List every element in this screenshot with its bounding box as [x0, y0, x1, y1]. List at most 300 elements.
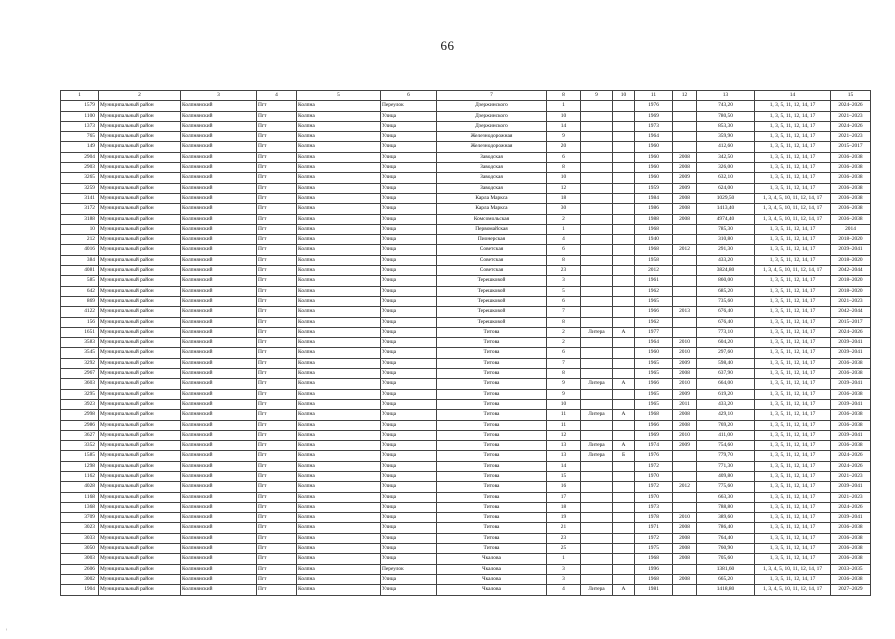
table-cell: 2036–2038: [831, 173, 871, 183]
table-cell: 1651: [61, 327, 99, 337]
table-cell: Улица: [381, 369, 437, 379]
table-cell: Титова: [437, 513, 547, 523]
table-cell: Титова: [437, 544, 547, 554]
table-cell: 2013: [673, 307, 697, 317]
table-cell: 1960: [635, 152, 673, 162]
table-cell: 1, 3, 5, 11, 12, 14, 17: [755, 513, 831, 523]
table-cell: 2021–2023: [831, 471, 871, 481]
table-cell: 2039–2041: [831, 430, 871, 440]
table-cell: 585: [61, 276, 99, 286]
table-cell: 2015–2017: [831, 142, 871, 152]
table-cell: 310,80: [697, 235, 755, 245]
table-cell: Титова: [437, 461, 547, 471]
table-cell: Терешковой: [437, 296, 547, 306]
table-cell: 598,40: [697, 358, 755, 368]
table-cell: Муниципальный район: [99, 451, 181, 461]
table-cell: [581, 554, 613, 564]
page-number: 66: [440, 38, 455, 53]
table-cell: 1, 3, 5, 11, 12, 14, 17: [755, 533, 831, 543]
table-cell: 6: [547, 245, 581, 255]
table-cell: Колпна: [297, 554, 381, 564]
table-cell: Титова: [437, 502, 547, 512]
table-cell: 1966: [635, 379, 673, 389]
table-cell: 1, 3, 5, 11, 12, 14, 17: [755, 317, 831, 327]
table-cell: [613, 492, 635, 502]
table-cell: [673, 317, 697, 327]
table-cell: Колпна: [297, 389, 381, 399]
table-cell: Колпна: [297, 317, 381, 327]
table-cell: Улица: [381, 502, 437, 512]
table-cell: 1, 3, 5, 11, 12, 14, 17: [755, 255, 831, 265]
table-cell: [613, 152, 635, 162]
table-row: [61, 451, 871, 461]
table-cell: 1373: [61, 121, 99, 131]
table-cell: Пгт: [257, 358, 297, 368]
table-cell: Титова: [437, 451, 547, 461]
table-cell: 769,20: [697, 420, 755, 430]
table-cell: Пгт: [257, 502, 297, 512]
table-cell: 3003: [61, 554, 99, 564]
table-cell: Муниципальный район: [99, 101, 181, 111]
table-cell: 8: [547, 163, 581, 173]
table-cell: Колпнянский: [181, 101, 257, 111]
table-cell: 2015–2017: [831, 317, 871, 327]
table-cell: Пгт: [257, 544, 297, 554]
table-cell: [581, 183, 613, 193]
table-cell: [673, 327, 697, 337]
table-cell: 2903: [61, 163, 99, 173]
table-cell: Улица: [381, 338, 437, 348]
table-cell: [613, 317, 635, 327]
table-cell: 25: [547, 544, 581, 554]
table-cell: [613, 132, 635, 142]
table-cell: [581, 286, 613, 296]
table-cell: 1298: [61, 461, 99, 471]
table-cell: Улица: [381, 574, 437, 584]
table-cell: 1, 3, 5, 11, 12, 14, 17: [755, 379, 831, 389]
table-cell: 2024–2026: [831, 121, 871, 131]
table-cell: 1965: [635, 389, 673, 399]
table-cell: Муниципальный район: [99, 533, 181, 543]
table-cell: Колпна: [297, 266, 381, 276]
table-cell: 3352: [61, 441, 99, 451]
table-cell: [581, 399, 613, 409]
table-cell: 2: [547, 338, 581, 348]
table-cell: Улица: [381, 327, 437, 337]
table-cell: [581, 276, 613, 286]
table-cell: [613, 121, 635, 131]
table-cell: Терешковой: [437, 307, 547, 317]
table-cell: 7: [547, 307, 581, 317]
table-cell: 12: [547, 430, 581, 440]
table-cell: 1368: [61, 502, 99, 512]
table-cell: 2008: [673, 523, 697, 533]
table-row: [61, 533, 871, 543]
table-cell: Колпнянский: [181, 533, 257, 543]
table-cell: 411,00: [697, 430, 755, 440]
table-row: [61, 338, 871, 348]
table-cell: [613, 574, 635, 584]
table-cell: Колпнянский: [181, 338, 257, 348]
table-cell: [581, 307, 613, 317]
table-cell: 1968: [635, 410, 673, 420]
table-cell: 1100: [61, 111, 99, 121]
table-cell: 1: [547, 554, 581, 564]
table-row: [61, 358, 871, 368]
table-cell: 788,80: [697, 502, 755, 512]
table-cell: 2036–2038: [831, 214, 871, 224]
table-cell: Пгт: [257, 204, 297, 214]
table-cell: 2008: [673, 544, 697, 554]
table-cell: Пгт: [257, 327, 297, 337]
table-cell: Улица: [381, 451, 437, 461]
table-cell: 9: [547, 389, 581, 399]
table-cell: Колпна: [297, 121, 381, 131]
table-cell: [673, 276, 697, 286]
table-cell: Улица: [381, 266, 437, 276]
table-cell: Колпна: [297, 451, 381, 461]
table-cell: 2008: [673, 554, 697, 564]
table-row: [61, 296, 871, 306]
table-cell: Улица: [381, 389, 437, 399]
table-cell: Заводская: [437, 173, 547, 183]
table-cell: Пгт: [257, 389, 297, 399]
table-cell: [581, 296, 613, 306]
table-row: [61, 245, 871, 255]
table-cell: Пгт: [257, 307, 297, 317]
table-cell: 1, 3, 5, 11, 12, 14, 17: [755, 523, 831, 533]
table-cell: 11: [547, 410, 581, 420]
table-cell: 2039–2041: [831, 399, 871, 409]
table-cell: [673, 585, 697, 595]
table-cell: [581, 492, 613, 502]
table-cell: 1996: [635, 564, 673, 574]
table-cell: [581, 358, 613, 368]
table-cell: 2021–2023: [831, 111, 871, 121]
table-row: [61, 111, 871, 121]
table-cell: Колпна: [297, 286, 381, 296]
table-cell: 743,20: [697, 101, 755, 111]
table-cell: Колпна: [297, 410, 381, 420]
table-cell: [613, 461, 635, 471]
table-cell: 3188: [61, 214, 99, 224]
table-cell: 2039–2041: [831, 513, 871, 523]
table-cell: [613, 245, 635, 255]
table-cell: Муниципальный район: [99, 235, 181, 245]
table-cell: [613, 523, 635, 533]
table-cell: Колпна: [297, 255, 381, 265]
table-cell: Титова: [437, 492, 547, 502]
table-cell: 2024–2026: [831, 502, 871, 512]
table-cell: Литера: [581, 379, 613, 389]
table-cell: Колпнянский: [181, 317, 257, 327]
table-cell: 2021–2023: [831, 296, 871, 306]
table-cell: 1978: [635, 513, 673, 523]
table-cell: [673, 564, 697, 574]
table-cell: Муниципальный район: [99, 420, 181, 430]
table-cell: 342,50: [697, 152, 755, 162]
table-cell: 10: [547, 111, 581, 121]
table-cell: [613, 173, 635, 183]
table-cell: Колпнянский: [181, 358, 257, 368]
table-cell: 1, 3, 4, 5, 10, 11, 12, 14, 17: [755, 266, 831, 276]
table-cell: 2036–2038: [831, 152, 871, 162]
table-cell: Муниципальный район: [99, 471, 181, 481]
table-cell: Титова: [437, 369, 547, 379]
table-cell: 2008: [673, 163, 697, 173]
table-cell: 2042–2044: [831, 307, 871, 317]
table-cell: Улица: [381, 492, 437, 502]
column-number-5: 5: [297, 91, 381, 101]
table-cell: [581, 255, 613, 265]
table-cell: [581, 420, 613, 430]
table-cell: [581, 235, 613, 245]
table-cell: 3: [547, 564, 581, 574]
table-cell: 1971: [635, 523, 673, 533]
table-cell: 780,50: [697, 111, 755, 121]
table-cell: [613, 338, 635, 348]
column-number-1: 1: [61, 91, 99, 101]
table-cell: Первомайская: [437, 224, 547, 234]
table-cell: [673, 492, 697, 502]
table-cell: 1968: [635, 574, 673, 584]
table-cell: [581, 111, 613, 121]
table-row: [61, 286, 871, 296]
table-cell: 665,20: [697, 574, 755, 584]
table-cell: 433,20: [697, 255, 755, 265]
table-cell: 1, 3, 5, 11, 12, 14, 17: [755, 358, 831, 368]
table-cell: Литера: [581, 327, 613, 337]
table-cell: 2014: [831, 224, 871, 234]
table-cell: 2008: [673, 193, 697, 203]
table-cell: Улица: [381, 379, 437, 389]
table-cell: [673, 142, 697, 152]
table-cell: Колпнянский: [181, 286, 257, 296]
table-cell: Колпнянский: [181, 163, 257, 173]
table-cell: Муниципальный район: [99, 173, 181, 183]
table-cell: 764,40: [697, 533, 755, 543]
table-cell: Колпна: [297, 482, 381, 492]
table-cell: Колпнянский: [181, 492, 257, 502]
table-cell: 2998: [61, 410, 99, 420]
table-cell: Колпнянский: [181, 451, 257, 461]
table-row: [61, 461, 871, 471]
table-cell: Пгт: [257, 132, 297, 142]
table-cell: 18: [547, 193, 581, 203]
table-cell: 1, 3, 4, 5, 10, 11, 12, 14, 17: [755, 214, 831, 224]
table-cell: Пгт: [257, 410, 297, 420]
table-cell: [581, 142, 613, 152]
table-cell: Колпнянский: [181, 121, 257, 131]
table-row: [61, 276, 871, 286]
table-cell: Колпна: [297, 163, 381, 173]
table-cell: 637,90: [697, 369, 755, 379]
table-cell: 384: [61, 255, 99, 265]
table-cell: Колпнянский: [181, 204, 257, 214]
table-row: [61, 369, 871, 379]
table-cell: 3141: [61, 193, 99, 203]
table-cell: Карла Маркса: [437, 204, 547, 214]
table-cell: [673, 266, 697, 276]
table-cell: 1, 3, 5, 11, 12, 14, 17: [755, 338, 831, 348]
table-cell: Колпна: [297, 379, 381, 389]
table-cell: 1988: [635, 214, 673, 224]
table-cell: 1, 3, 5, 11, 12, 14, 17: [755, 410, 831, 420]
table-cell: Муниципальный район: [99, 142, 181, 152]
table-cell: [581, 574, 613, 584]
table-cell: 1, 3, 5, 11, 12, 14, 17: [755, 399, 831, 409]
table-cell: [581, 132, 613, 142]
column-number-7: 7: [437, 91, 547, 101]
table-cell: 685,20: [697, 286, 755, 296]
table-cell: 4122: [61, 307, 99, 317]
table-cell: Улица: [381, 348, 437, 358]
table-cell: Колпна: [297, 183, 381, 193]
table-cell: 1, 3, 5, 11, 12, 14, 17: [755, 163, 831, 173]
table-row: [61, 544, 871, 554]
table-cell: 786,40: [697, 523, 755, 533]
table-row: [61, 574, 871, 584]
table-cell: [673, 461, 697, 471]
table-cell: 1, 3, 5, 11, 12, 14, 17: [755, 152, 831, 162]
column-number-3: 3: [181, 91, 257, 101]
table-cell: Муниципальный район: [99, 245, 181, 255]
table-cell: Колпна: [297, 399, 381, 409]
table-cell: 1959: [635, 183, 673, 193]
table-cell: Муниципальный район: [99, 266, 181, 276]
table-cell: 1, 3, 5, 11, 12, 14, 17: [755, 544, 831, 554]
table-row: [61, 482, 871, 492]
table-cell: 2010: [673, 379, 697, 389]
table-cell: 11: [547, 420, 581, 430]
table-cell: 2008: [673, 204, 697, 214]
table-cell: 2009: [673, 173, 697, 183]
table-cell: Пгт: [257, 492, 297, 502]
table-cell: А: [613, 410, 635, 420]
table-cell: Колпна: [297, 544, 381, 554]
table-cell: Колпна: [297, 296, 381, 306]
table-cell: Муниципальный район: [99, 214, 181, 224]
table-cell: Пгт: [257, 461, 297, 471]
table-row: [61, 492, 871, 502]
table-cell: 4016: [61, 245, 99, 255]
table-cell: 6: [547, 348, 581, 358]
table-cell: 1, 3, 5, 11, 12, 14, 17: [755, 482, 831, 492]
table-cell: [673, 296, 697, 306]
table-row: [61, 513, 871, 523]
table-cell: Улица: [381, 132, 437, 142]
table-cell: 8: [547, 255, 581, 265]
table-cell: 1972: [635, 461, 673, 471]
table-cell: 1168: [61, 492, 99, 502]
table-cell: Колпна: [297, 111, 381, 121]
table-cell: [613, 286, 635, 296]
table-cell: 3923: [61, 399, 99, 409]
table-cell: Пионерская: [437, 235, 547, 245]
table-cell: Титова: [437, 389, 547, 399]
table-cell: Муниципальный район: [99, 307, 181, 317]
table-cell: [613, 554, 635, 564]
table-cell: [581, 369, 613, 379]
table-cell: А: [613, 327, 635, 337]
table-cell: Муниципальный район: [99, 183, 181, 193]
table-cell: 869: [61, 296, 99, 306]
table-cell: Улица: [381, 183, 437, 193]
table-cell: Улица: [381, 111, 437, 121]
table-cell: 676,40: [697, 317, 755, 327]
table-cell: Пгт: [257, 348, 297, 358]
table-cell: Колпнянский: [181, 307, 257, 317]
table-cell: 3002: [61, 574, 99, 584]
table-cell: Колпнянский: [181, 152, 257, 162]
table-cell: Колпнянский: [181, 554, 257, 564]
table-row: [61, 585, 871, 595]
table-cell: [581, 266, 613, 276]
table-cell: 1, 3, 5, 11, 12, 14, 17: [755, 574, 831, 584]
table-cell: 2018–2020: [831, 235, 871, 245]
table-cell: 23: [547, 266, 581, 276]
table-cell: Улица: [381, 276, 437, 286]
table-cell: Муниципальный район: [99, 564, 181, 574]
table-cell: 3: [547, 574, 581, 584]
table-cell: 1973: [635, 121, 673, 131]
table-cell: Колпна: [297, 276, 381, 286]
table-row: [61, 307, 871, 317]
table-cell: Пгт: [257, 554, 297, 564]
table-cell: 359,90: [697, 132, 755, 142]
table-cell: 1, 3, 4, 5, 10, 11, 12, 14, 17: [755, 564, 831, 574]
table-cell: 389,60: [697, 513, 755, 523]
table-cell: Муниципальный район: [99, 513, 181, 523]
table-cell: 297,60: [697, 348, 755, 358]
table-cell: Колпна: [297, 101, 381, 111]
table-cell: Муниципальный район: [99, 410, 181, 420]
table-cell: 2036–2038: [831, 574, 871, 584]
table-cell: 1904: [61, 585, 99, 595]
table-cell: [613, 358, 635, 368]
table-cell: Колпна: [297, 461, 381, 471]
table-cell: 1972: [635, 533, 673, 543]
table-cell: Колпна: [297, 430, 381, 440]
table-cell: Муниципальный район: [99, 502, 181, 512]
table-cell: 2018–2020: [831, 276, 871, 286]
table-cell: Колпнянский: [181, 564, 257, 574]
table-cell: Улица: [381, 585, 437, 595]
table-cell: 2036–2038: [831, 358, 871, 368]
table-row: [61, 327, 871, 337]
column-number-13: 13: [697, 91, 755, 101]
table-cell: [581, 193, 613, 203]
table-cell: 2008: [673, 420, 697, 430]
table-cell: 2018–2020: [831, 286, 871, 296]
table-cell: 156: [61, 317, 99, 327]
table-cell: 2986: [61, 420, 99, 430]
table-cell: Улица: [381, 554, 437, 564]
column-number-12: 12: [673, 91, 697, 101]
table-cell: Литера: [581, 441, 613, 451]
table-cell: 149: [61, 142, 99, 152]
table-cell: [581, 471, 613, 481]
table-cell: 2021–2023: [831, 492, 871, 502]
table-cell: Пгт: [257, 214, 297, 224]
table-row: [61, 430, 871, 440]
table-cell: Улица: [381, 255, 437, 265]
table-cell: 9: [547, 379, 581, 389]
table-cell: [613, 266, 635, 276]
table-cell: 3545: [61, 348, 99, 358]
table-cell: 2: [547, 327, 581, 337]
table-cell: 1413,40: [697, 204, 755, 214]
